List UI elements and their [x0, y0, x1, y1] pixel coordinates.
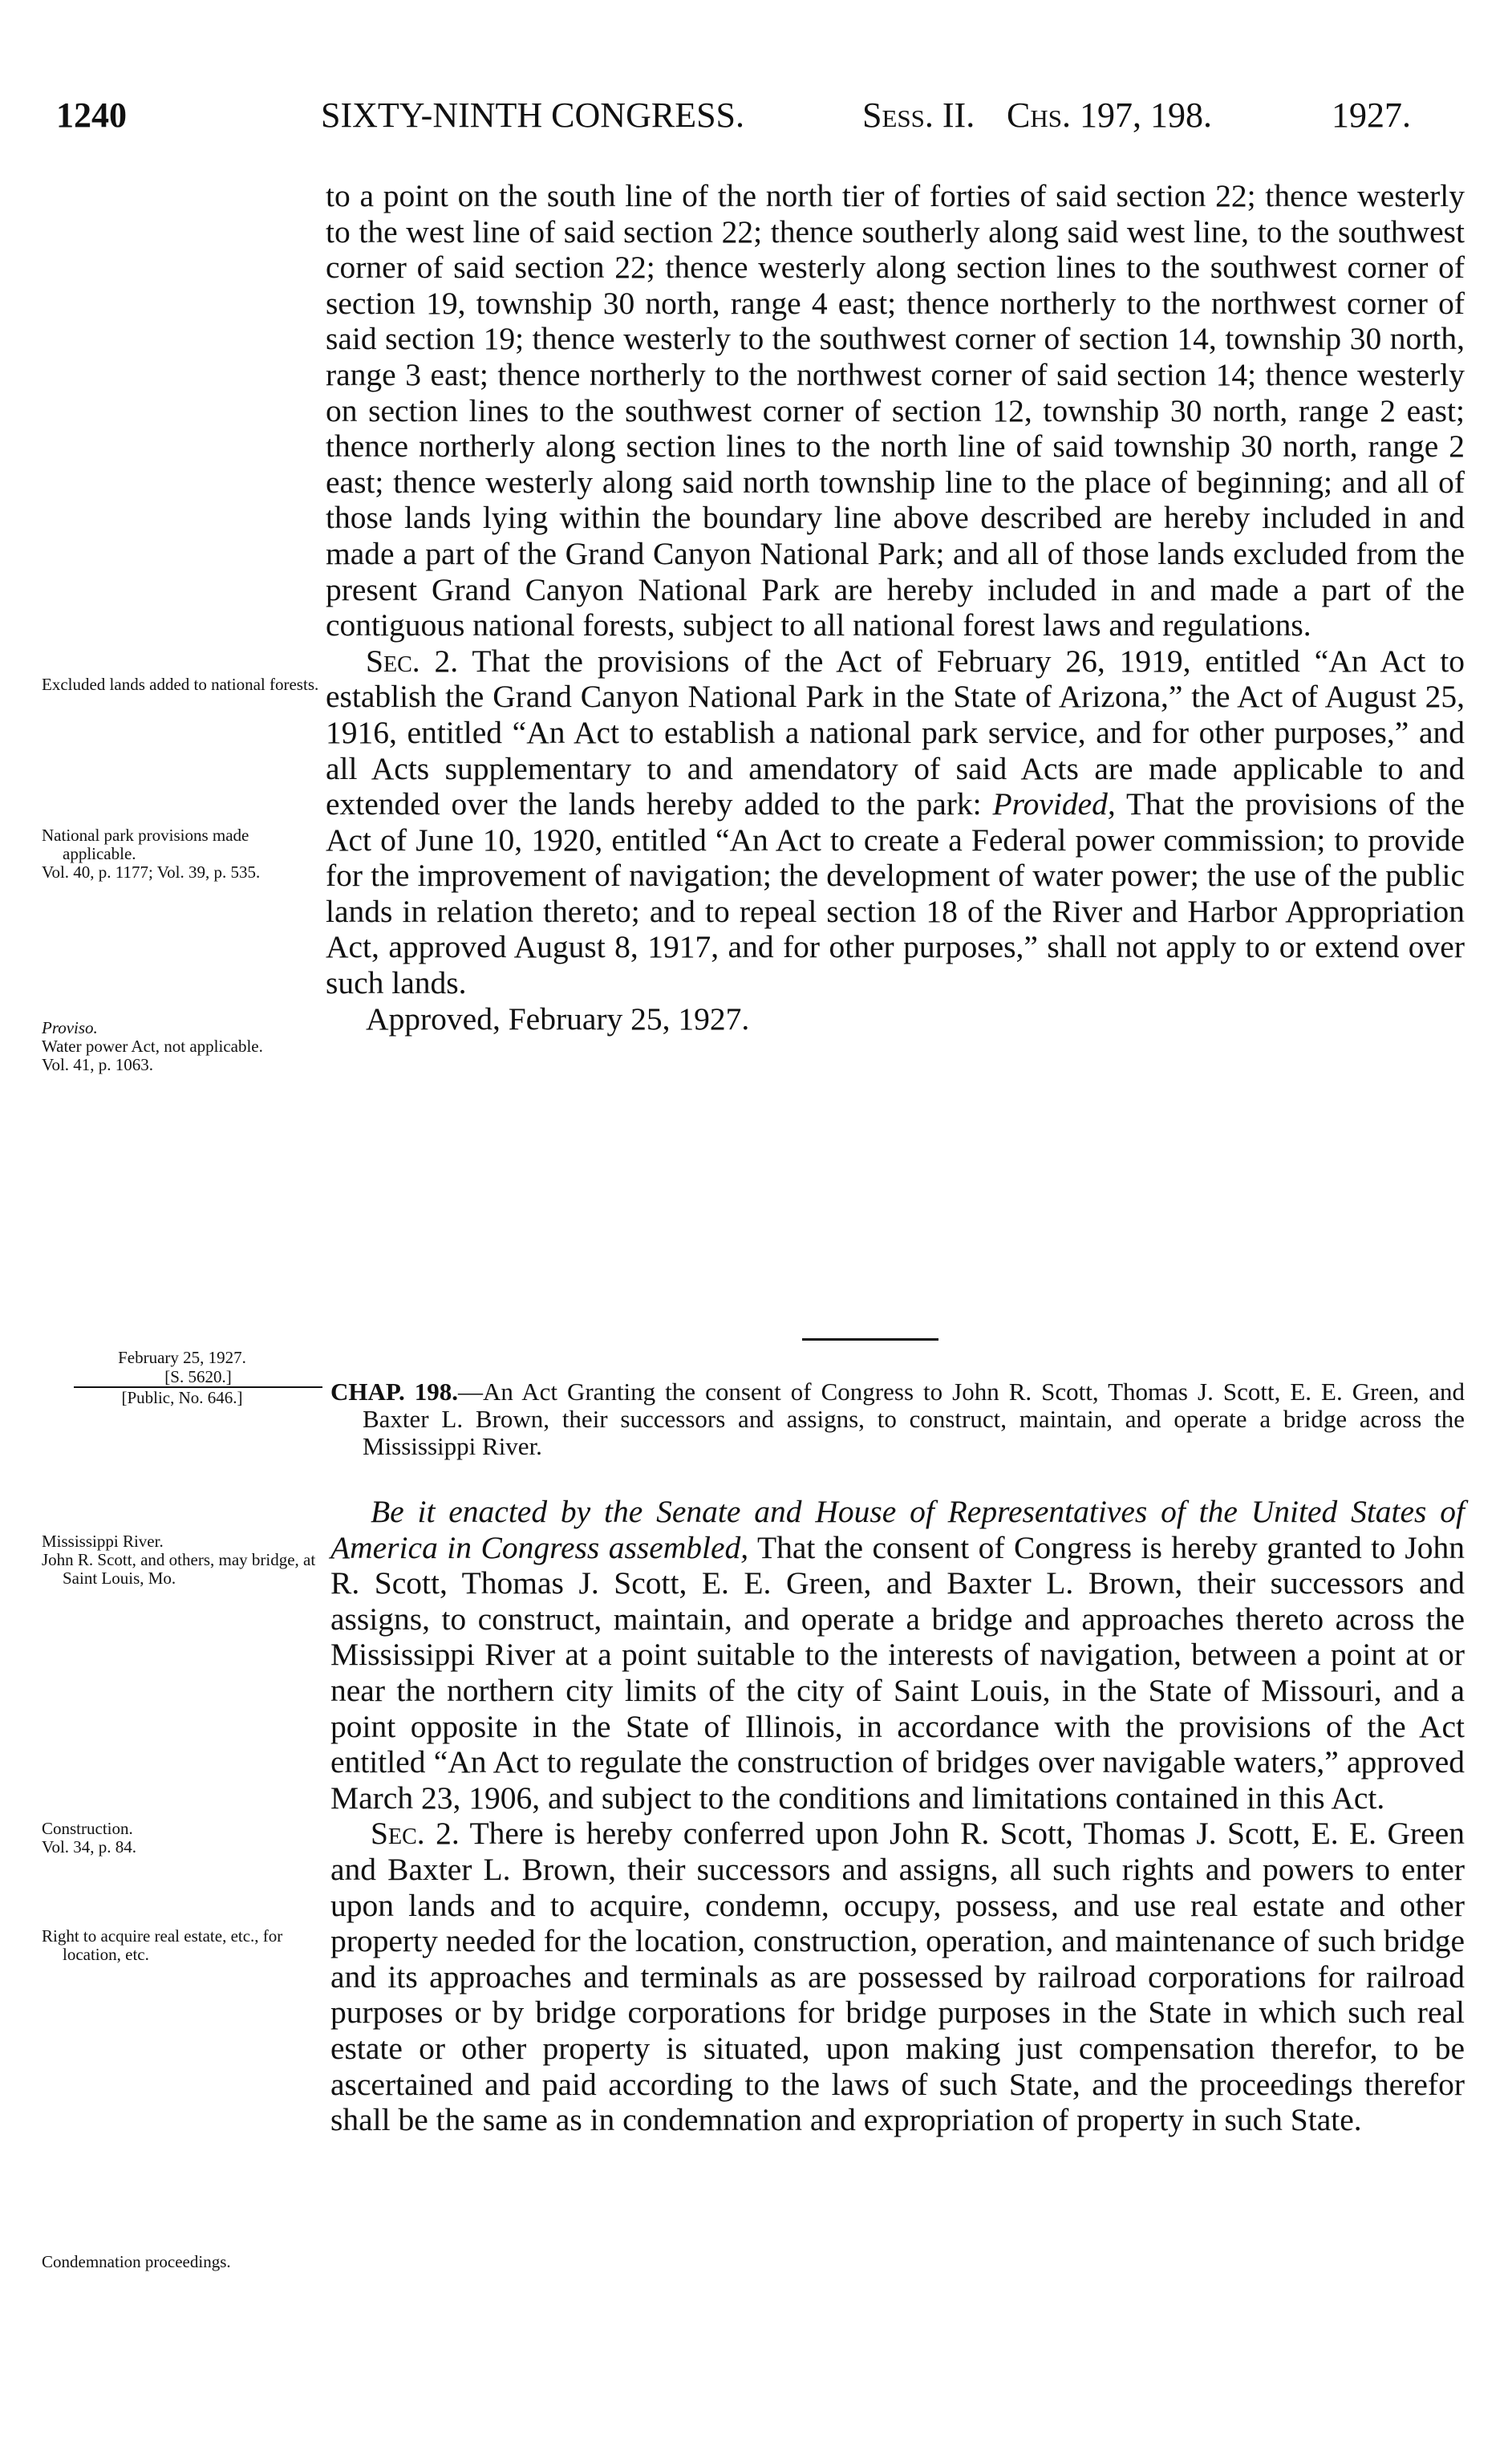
margin-note-right-to-acquire [42, 1927, 322, 1964]
margin-note-text: National park provisions made applicable. [42, 826, 249, 863]
chapter-separator [802, 1338, 938, 1341]
margin-note-proviso [42, 1019, 322, 1074]
enacting-paragraph [330, 1494, 1465, 1816]
congress-title: SIXTY-NINTH CONGRESS. [321, 95, 745, 135]
chapter-197-paragraph: to a point on the south line of the north tier of forties of said section 22; thence westerly to the west line of said section 22; thence southerly along said west line, to the southwest corner of said section 22; thence westerly along section lines to the southwest corner of section 19, township 30 north, range 4 east; thence northerly to the northwest corner of said section 19; thence westerly to the southwest corner of section 14, township 30 north, range 3 east; thence northerly to the northwest corner of said section 14; thence westerly on section lines to the southwest corner of section 12, township 30 north, range 2 east; thence northerly along section lines to the north line of said township 30 north, range 2 east; thence westerly along said north township line to the place of beginning; and all of those lands lying within the boundary line above described are hereby included in and made a part of the Grand Canyon National Park; and all of those lands excluded from the present Grand Canyon National Park are hereby included in and made a part of the contiguous national forests, subject to all national forest laws and regulations. [326, 178, 1465, 643]
enacting-clause: Be it enacted by the Senate and House of Representatives of the United States of America in Congress assembled, [330, 1494, 1465, 1565]
margin-note-text: Proviso. [42, 1018, 98, 1037]
margin-note-construction [42, 1820, 322, 1857]
margin-note-text: Right to acquire real estate, etc., for location, etc. [42, 1926, 283, 1964]
running-header [56, 95, 1468, 143]
chapter-title: —An Act Granting the consent of Congress to John R. Scott, Thomas J. Scott, E. E. Green, and Baxter L. Brown, their successors and assigns, to construct, maintain, and operate a bridge across the Mississippi River. [363, 1378, 1465, 1460]
session-label: Sess. II. [862, 95, 975, 135]
chapter-198-heading [330, 1378, 1465, 1460]
chapter-198-body [330, 1494, 1465, 2138]
margin-note-text: John R. Scott, and others, may bridge, at Saint Louis, Mo. [42, 1550, 316, 1588]
section-text: That the provisions of the Act of February 26, 1919, entitled “An Act to establish the Grand Canyon National Park in the State of Arizona,” the Act of August 25, 1916, entitled “An Act to establish a national park service, and for other purposes,” and all Acts supplementary to and amendatory of said Acts are made applicable to and extended over the lands hereby added to the park: [326, 643, 1465, 822]
chapter-label: CHAP. 198. [330, 1378, 458, 1406]
proviso-word: Provided, [992, 786, 1116, 822]
margin-note-text: Vol. 40, p. 1177; Vol. 39, p. 535. [42, 862, 261, 882]
margin-note-text: Construction. [42, 1819, 133, 1838]
margin-note-text: Vol. 34, p. 84. [42, 1837, 137, 1857]
margin-note-text: Mississippi River. [42, 1532, 164, 1551]
section-label: Sec. 2. [366, 643, 459, 679]
margin-note-text: Vol. 41, p. 1063. [42, 1055, 154, 1074]
chapter-197-body [326, 178, 1465, 1037]
margin-note-text: Excluded lands added to national forests. [42, 675, 319, 694]
approval-line: Approved, February 25, 1927. [366, 1000, 750, 1037]
margin-note-park-provisions [42, 826, 322, 882]
page-number: 1240 [56, 95, 127, 135]
section-2-paragraph [326, 643, 1465, 1001]
margin-note-text: Water power Act, not applicable. [42, 1037, 263, 1056]
section-1-text: That the consent of Congress is hereby granted to John R. Scott, Thomas J. Scott, E. E. Green, and Baxter L. Brown, their successors and assigns, to construct, maintain, and operate a bridge and approaches thereto across the Mississippi River at a point suitable to the interests of navigation, between a point at or near the northern city limits of the city of Saint Louis, in the State of Missouri, and a point opposite in the State of Illinois, in accordance with the provisions of the Act entitled “An Act to regulate the construction of bridges over navigable waters,” approved March 23, 1906, and subject to the conditions and limitations contained in this Act. [330, 1529, 1465, 1816]
margin-note-mississippi [42, 1532, 322, 1588]
bill-number: [S. 5620.] [74, 1367, 322, 1388]
section-2-paragraph [330, 1816, 1465, 2137]
proviso-text: That the provisions of the Act of June 10, 1920, entitled “An Act to create a Federal power commission; to provide for the improvement of navigation; the development of water power; the use of the public lands in relation thereto; and to repeal section 18 of the River and Harbor Appropriation Act, approved August 8, 1917, and for other purposes,” shall not apply to or extend over such lands. [326, 786, 1465, 1001]
margin-note-excluded [42, 676, 322, 694]
year-label: 1927. [1332, 95, 1411, 135]
margin-note-text: Condemnation proceedings. [42, 2252, 231, 2271]
section-label: Sec. 2. [371, 1816, 460, 1852]
margin-note-condemnation [42, 2253, 322, 2271]
chapter-198-date-block [42, 1348, 322, 1407]
enactment-date: February 25, 1927. [118, 1348, 246, 1367]
chapters-label: Chs. 197, 198. [1007, 95, 1212, 135]
public-law-number: [Public, No. 646.] [121, 1388, 243, 1407]
section-2-text: There is hereby conferred upon John R. Scott, Thomas J. Scott, E. E. Green and Baxter L. Brown, their successors and assigns, all such rights and powers to enter upon lands and to acquire, condemn, occupy, possess, and use real estate and other property needed for the location, construction, operation, and maintenance of such bridge and its approaches and terminals as are possessed by railroad corporations for railroad purposes or by bridge corporations for bridge purposes in the State in which such real estate or other property is situated, upon making just compensation therefor, to be ascertained and paid according to the laws of such State, and the proceedings therefor shall be the same as in condemnation and expropriation of property in such State. [330, 1816, 1465, 2138]
